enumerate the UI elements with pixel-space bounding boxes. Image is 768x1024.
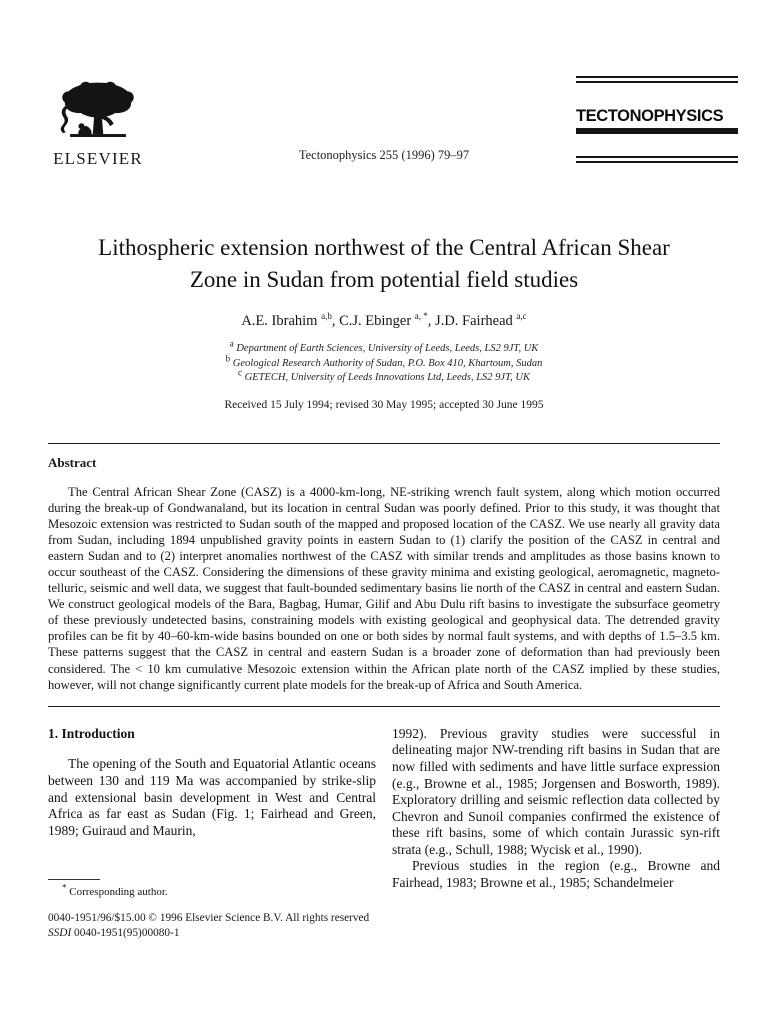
article-title (48, 232, 720, 296)
elsevier-tree-icon (54, 80, 142, 148)
abstract-top-rule (48, 443, 720, 444)
journal-logo-text: TECTONOPHYSICS (576, 107, 724, 125)
right-column (392, 726, 720, 901)
introduction-paragraph-right-1: 1992). Previous gravity studies were successful in delineating major NW-trending rift basins in Sudan that are now filled with sediments and have little surface expression (e.g., Browne et al., 1985; Jorgensen and Bosworth, 1989). Exploratory drilling and seismic reflection data collected by Chevron and Sunoil companies confirmed the existence of these rift basins, some of which contain Jurassic syn-rift strata (e.g., Schull, 1988; Wycisk et al., 1990). (392, 725, 720, 857)
article-title-line-2: Zone in Sudan from potential field studies (189, 267, 579, 292)
page-header (48, 0, 724, 168)
article-title-line-1: Lithospheric extension northwest of the Central African Shear (98, 235, 670, 260)
logo-bar (576, 128, 738, 134)
abstract-heading: Abstract (48, 454, 97, 470)
author-2: C.J. Ebinger $^{a, *}$, (339, 311, 436, 329)
footnote-rule (48, 879, 100, 880)
author-2-affil-sup: a, * (414, 311, 428, 322)
journal-citation: Tectonophysics 255 (1996) 79–97 (298, 148, 470, 162)
logo-top-rule (576, 76, 738, 83)
footnote-text: * Corresponding author. (62, 882, 168, 899)
title-block (48, 232, 720, 411)
logo-bottom-rule (576, 156, 738, 163)
introduction-paragraph-right-2: Previous studies in the region (e.g., Browne and Fairhead, 1983; Browne et al., 1985; Schandelmeier (392, 858, 720, 891)
author-1: A.E. Ibrahim $^{a,b}$, (241, 311, 340, 329)
abstract-bottom-rule (48, 706, 720, 707)
body-columns (48, 726, 720, 901)
footnote-marker: * (62, 882, 67, 893)
corresponding-author-footnote (48, 879, 376, 901)
received-dates: Received 15 July 1994; revised 30 May 1995; accepted 30 June 1995 (224, 398, 544, 411)
introduction-paragraph-left: The opening of the South and Equatorial Atlantic oceans between 130 and 119 Ma was accompanied by strike-slip and extensional basin development in West and Central Africa as far east as Sudan (Fig. 1; Fairhead and Green, 1989; Guiraud and Maurin, (48, 756, 376, 838)
introduction-heading: 1. Introduction (48, 725, 135, 741)
author-3-affil-sup: a,c (516, 311, 527, 322)
left-column (48, 726, 376, 901)
affiliation-b: $^b$ Geological Research Authority of Sudan, P.O. Box 410, Khartoum, Sudan (225, 353, 543, 369)
ssdi-label: SSDI (48, 926, 72, 939)
affiliation-c: $^c$ GETECH, University of Leeds Innovations Ltd, Leeds, LS2 9JT, UK (238, 367, 530, 383)
publisher-name: ELSEVIER (53, 149, 143, 168)
author-3: J.D. Fairhead $^{a,c}$ (435, 311, 527, 329)
affiliation-list (48, 338, 720, 386)
author-list (48, 313, 720, 330)
copyright-line: 0040-1951/96/$15.00 © 1996 Elsevier Science B.V. All rights reserved (48, 911, 370, 924)
abstract-text: The Central African Shear Zone (CASZ) is a 4000-km-long, NE-striking wrench fault system, along which motion occurred during the break-up of Gondwanaland, but its location in central Sudan was poorly defined. Prior to this study, it was thought that Mesozoic extension was restricted to Sudan south of the mapped and proposed location of the CASZ. We use nearly all gravity data from Sudan, including 1894 unpublished gravity points in eastern Sudan to (1) clarify the position of the CASZ in central and eastern Sudan and to (2) interpret anomalies northwest of the CASZ with similar trends and amplitudes as those basins known to occur southeast of the CASZ. Considering the dimensions of these gravity minima and existing geological, aeromagnetic, magneto-telluric, seismic and well data, we suggest that fault-bounded sedimentary basins lie north of the CASZ in central and eastern Sudan. We construct geological models of the Bara, Bagbag, Humar, Gilif and Abu Dulu rift basins to investigate the subsurface geometry of these previously undetected basins, constraining models with existing geological and geophysical data. The detrended gravity profiles can be fit by 40–60-km-wide basins bounded on one or both sides by normal fault systems, and with depths of 1.5–3.5 km. These patterns suggest that the CASZ in central and eastern Sudan is a broader zone of deformation than had previously been considered. The < 10 km cumulative Mesozoic extension within the African plate north of the CASZ implied by these studies, however, will not change significantly current plate models for the break-up of Africa and South America. (48, 484, 720, 692)
journal-logo (576, 76, 738, 163)
page-footer (48, 911, 720, 941)
ssdi-line: SSDI 0040-1951(95)00080-1 (48, 926, 180, 939)
affiliation-a: $^a$ Department of Earth Sciences, University of Leeds, Leeds, LS2 9JT, UK (229, 338, 539, 354)
author-1-affil-sup: a,b (321, 311, 332, 322)
